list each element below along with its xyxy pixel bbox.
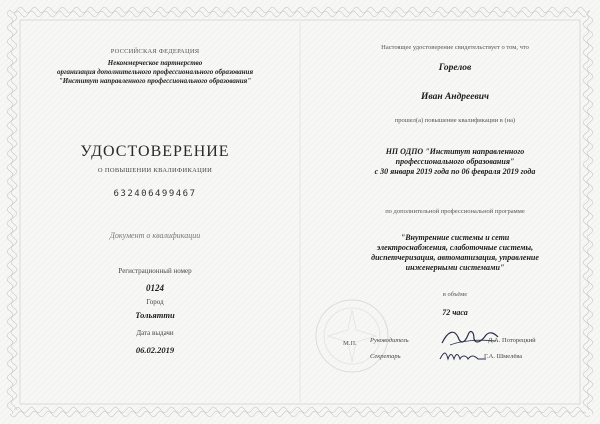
secretary-signature-row: [370, 353, 590, 373]
holder-given-names: Иван Андреевич: [421, 92, 489, 102]
secretary-role: Секретарь: [370, 353, 401, 360]
federation-heading: РОССИЙСКАЯ ФЕДЕРАЦИЯ: [110, 48, 200, 55]
registration-number: 0124: [146, 283, 164, 293]
program-label: по дополнительной профессиональной программе: [385, 208, 525, 215]
hours-value: 72 часа: [442, 308, 468, 317]
organization-line: "Институт направленного профессионального образования": [58, 77, 252, 85]
holder-surname: Горелов: [438, 63, 472, 73]
program-line: электроснабжения, слаботочные системы,: [376, 243, 534, 252]
institution-line: профессионального образования": [395, 157, 515, 166]
program-line: диспетчеризация, автоматизация, управление: [371, 253, 539, 262]
document-subtitle: О ПОВЫШЕНИИ КВАЛИФИКАЦИИ: [97, 167, 213, 174]
director-role: Руководитель: [370, 337, 409, 344]
document-kind: Документ о квалификации: [109, 231, 201, 240]
seal-place-label: М.П.: [343, 340, 357, 347]
organization-name: [40, 59, 270, 86]
program-line: инженерными системами": [405, 263, 505, 272]
organization-line: организация дополнительного профессионального образования: [56, 68, 254, 76]
city-label: Город: [146, 298, 164, 306]
secretary-signature: [438, 347, 488, 365]
institution-line: НП ОДПО "Институт направленного: [385, 147, 525, 156]
organization-line: Некоммерческое партнерство: [107, 59, 203, 67]
document-title: УДОСТОВЕРЕНИЕ: [80, 143, 230, 160]
issue-date-label: Дата выдачи: [136, 329, 174, 337]
program-line: "Внутренние системы и сети: [400, 233, 510, 242]
city-value: Тольятти: [135, 310, 175, 320]
institution-block: [330, 147, 580, 177]
volume-label: в объёме: [442, 291, 468, 298]
director-name: Д.А. Поторецкий: [488, 337, 536, 344]
completed-text: прошел(а) повышение квалификации в (на): [394, 117, 516, 124]
training-period: с 30 января 2019 года по 06 февраля 2019 года: [374, 167, 536, 176]
document-number: 632406499467: [113, 189, 197, 199]
secretary-name: Г.А. Шмелёва: [484, 353, 523, 360]
registration-label: Регистрационный номер: [118, 267, 192, 275]
certifies-text: Настоящее удостоверение свидетельствует о том, что: [381, 44, 529, 51]
issue-date: 06.02.2019: [135, 345, 175, 355]
program-title: [330, 233, 580, 273]
